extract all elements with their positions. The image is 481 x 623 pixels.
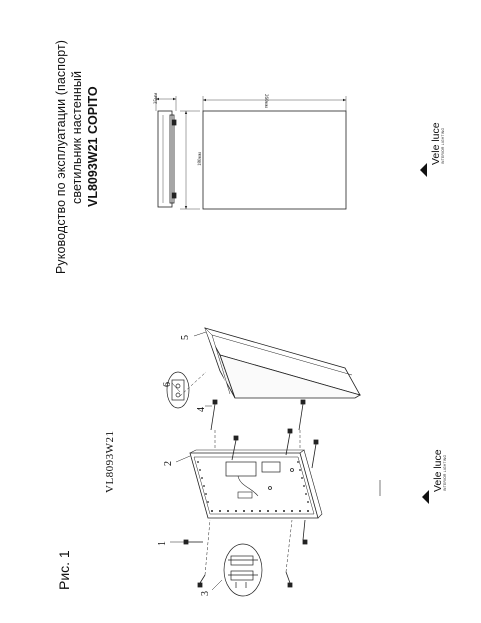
callout-4: 4: [196, 407, 207, 412]
mounting-screws: [184, 400, 380, 587]
brand-name-bottom: Vele luce: [432, 449, 444, 492]
manual-title-line2: светильник настенный: [70, 70, 84, 204]
brand-tagline-top: INTERIOR LIGHTING: [441, 127, 445, 164]
dimension-depth: 35мм: [154, 92, 159, 104]
callout-2: 2: [163, 461, 174, 466]
callout-3: 3: [200, 591, 211, 596]
figure-label: Рис. 1: [56, 550, 72, 590]
callout-5: 5: [180, 335, 191, 340]
diffuser-panel: [205, 328, 360, 398]
brand-tagline-bottom: INTERIOR LIGHTING: [443, 454, 447, 491]
brand-name-top: Vele luce: [430, 122, 442, 165]
connector-detail: [224, 544, 262, 596]
dimension-width: 260мм: [263, 94, 268, 108]
dimension-height: 180мм: [198, 152, 203, 166]
callout-leaders: [170, 332, 222, 590]
brand-logo-top-icon: [420, 163, 427, 177]
callout-1: 1: [157, 541, 168, 546]
manual-title-model: VL8093W21 COPITO: [86, 86, 100, 207]
front-view-drawing: [180, 96, 346, 209]
brand-logo-bottom-icon: [422, 490, 429, 504]
model-code-label: VL8093W21: [104, 430, 116, 493]
manual-title-line1: Руководство по эксплуатации (паспорт): [54, 39, 68, 274]
side-view-drawing: [156, 96, 176, 207]
mounting-body: [190, 450, 322, 518]
callout-6: 6: [162, 382, 173, 387]
